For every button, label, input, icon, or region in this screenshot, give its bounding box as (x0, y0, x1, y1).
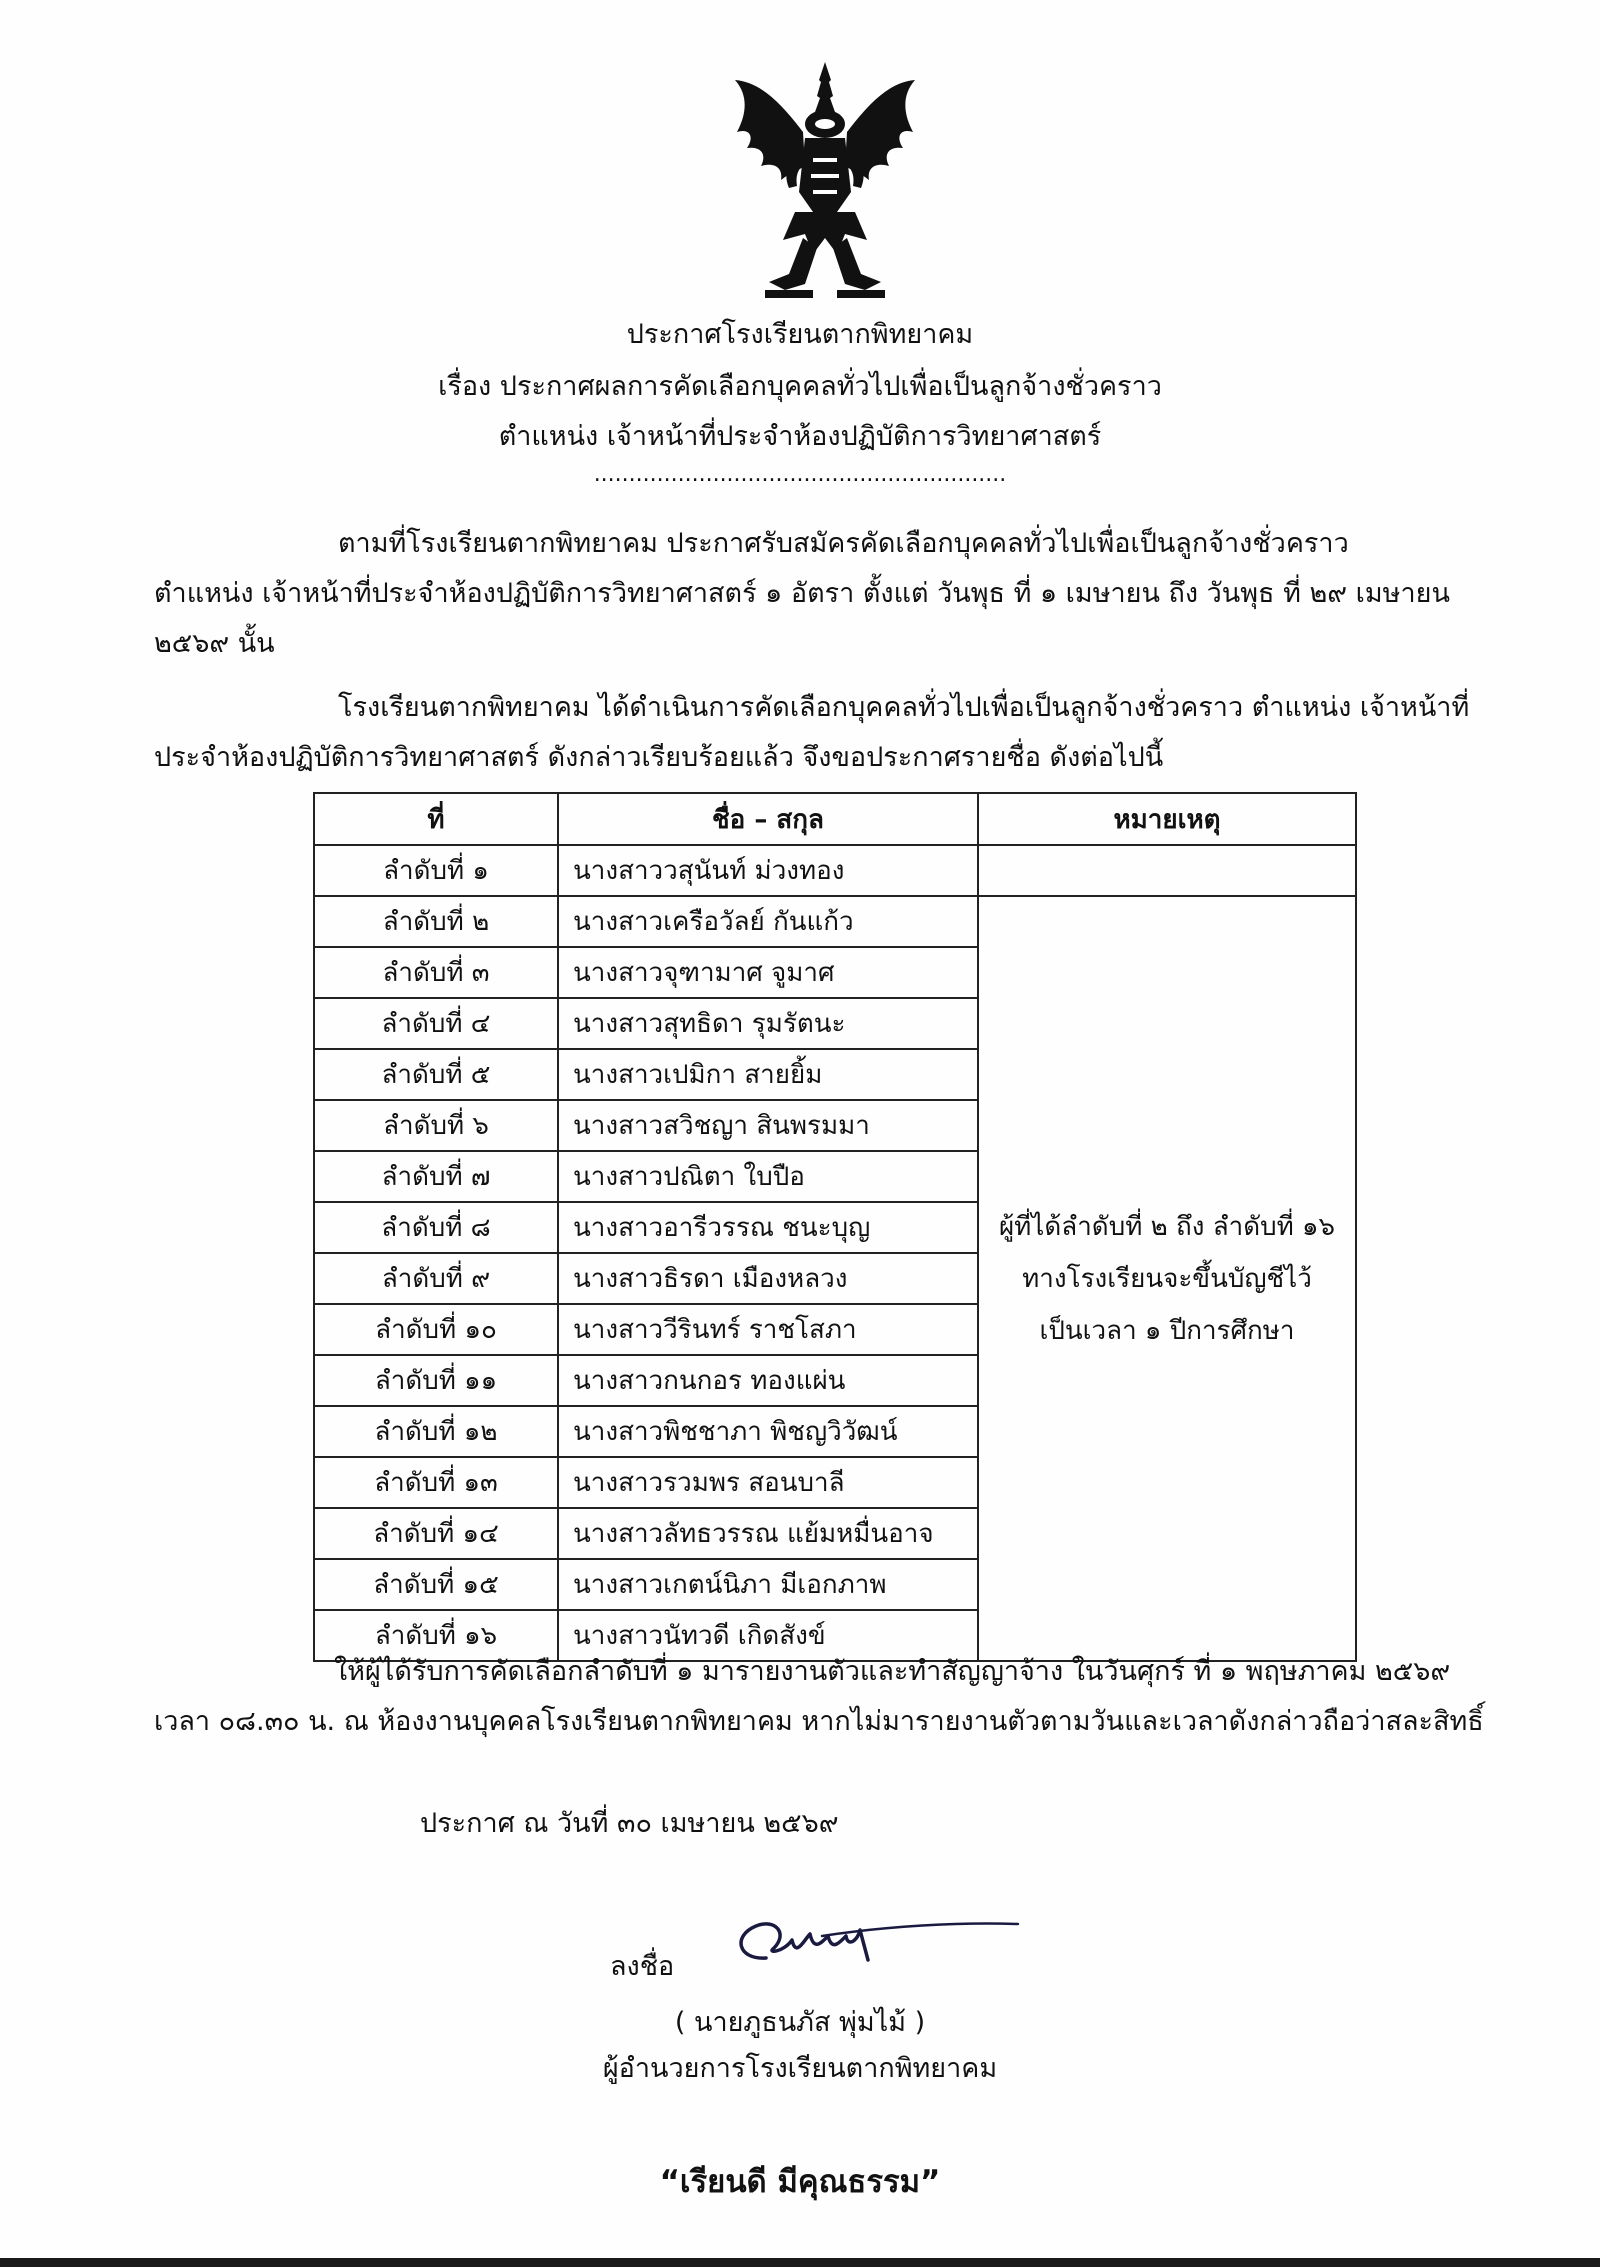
paragraph1-line1: ตามที่โรงเรียนตากพิทยาคม ประกาศรับสมัครคัดเลือกบุคคลทั่วไปเพื่อเป็นลูกจ้างชั่วคราว (338, 528, 1349, 559)
name-cell: นางสาวเครือวัลย์ กันแก้ว (558, 896, 978, 947)
name-cell: นางสาวสวิชญา สินพรมมา (558, 1100, 978, 1151)
bottom-border (0, 2258, 1600, 2267)
announcement-position: ตำแหน่ง เจ้าหน้าที่ประจำห้องปฏิบัติการวิทยาศาสตร์ (498, 421, 1102, 452)
name-cell: นางสาวสุทธิดา รุมรัตนะ (558, 998, 978, 1049)
name-cell: นางสาวเกตน์นิภา มีเอกภาพ (558, 1559, 978, 1610)
remark-line1: ผู้ที่ได้ลำดับที่ ๒ ถึง ลำดับที่ ๑๖ (998, 1211, 1336, 1242)
rank-cell: ลำดับที่ ๓ (314, 947, 558, 998)
remark-cell (978, 896, 1356, 1661)
garuda-emblem-icon (725, 62, 925, 300)
rank-cell: ลำดับที่ ๑๔ (314, 1508, 558, 1559)
name-cell: นางสาวกนกอร ทองแผ่น (558, 1355, 978, 1406)
rank-cell: ลำดับที่ ๑๐ (314, 1304, 558, 1355)
announcement-heading: ประกาศโรงเรียนตากพิทยาคม (626, 319, 974, 350)
name-cell: นางสาวจุฑามาศ จูมาศ (558, 947, 978, 998)
announce-date: ประกาศ ณ วันที่ ๓๐ เมษายน ๒๕๖๙ (420, 1808, 839, 1839)
paragraph1-line2: ตำแหน่ง เจ้าหน้าที่ประจำห้องปฏิบัติการวิทยาศาสตร์ ๑ อัตรา ตั้งแต่ วันพุธ ที่ ๑ เมษายน ถึง วันพุธ ที่ ๒๙ เมษายน (154, 578, 1450, 609)
name-cell: นางสาวพิชชาภา พิชญวิวัฒน์ (558, 1406, 978, 1457)
signatory-name: ( นายภูธนภัส พุ่มไม้ ) (674, 2007, 926, 2038)
rank-cell: ลำดับที่ ๒ (314, 896, 558, 947)
school-motto: “เรียนดี มีคุณธรรม” (659, 2164, 941, 2200)
rank-cell: ลำดับที่ ๑๓ (314, 1457, 558, 1508)
rank-cell: ลำดับที่ ๙ (314, 1253, 558, 1304)
table-row (314, 896, 1356, 947)
name-cell: นางสาวปณิตา ใบปือ (558, 1151, 978, 1202)
announcement-subject: เรื่อง ประกาศผลการคัดเลือกบุคคลทั่วไปเพื่อเป็นลูกจ้างชั่วคราว (438, 371, 1162, 402)
name-cell: นางสาววีรินทร์ ราชโสภา (558, 1304, 978, 1355)
rank-cell: ลำดับที่ ๖ (314, 1100, 558, 1151)
rank-cell: ลำดับที่ ๗ (314, 1151, 558, 1202)
remark-line3: เป็นเวลา ๑ ปีการศึกษา (1039, 1315, 1295, 1346)
name-cell: นางสาววสุนันท์ ม่วงทอง (558, 845, 978, 896)
name-cell: นางสาวเปมิกา สายยิ้ม (558, 1049, 978, 1100)
rank-cell: ลำดับที่ ๑๕ (314, 1559, 558, 1610)
header-remark: หมายเหตุ (978, 793, 1356, 845)
signature-label: ลงชื่อ (610, 1951, 675, 1982)
rank-cell: ลำดับที่ ๔ (314, 998, 558, 1049)
rank-cell: ลำดับที่ ๑๖ (314, 1610, 558, 1661)
name-cell: นางสาวรวมพร สอนบาลี (558, 1457, 978, 1508)
remark-line2: ทางโรงเรียนจะขึ้นบัญชีไว้ (1022, 1263, 1312, 1294)
paragraph1-line3: ๒๕๖๙ นั้น (154, 628, 275, 659)
separator-dots: ........................................................... (593, 462, 1007, 487)
table-header-row (314, 793, 1356, 845)
name-cell: นางสาวอารีวรรณ ชนะบุญ (558, 1202, 978, 1253)
remark-cell-empty (978, 845, 1356, 896)
rank-cell: ลำดับที่ ๑๒ (314, 1406, 558, 1457)
paragraph3-line2: เวลา ๐๘.๓๐ น. ณ ห้องงานบุคคลโรงเรียนตากพิทยาคม หากไม่มารายงานตัวตามวันและเวลาดังกล่าวถือว่าสละสิทธิ์ (154, 1706, 1484, 1737)
name-cell: นางสาวลัทธวรรณ แย้มหมื่นอาจ (558, 1508, 978, 1559)
rank-cell: ลำดับที่ ๘ (314, 1202, 558, 1253)
rank-cell: ลำดับที่ ๑ (314, 845, 558, 896)
paragraph2-line1: โรงเรียนตากพิทยาคม ได้ดำเนินการคัดเลือกบุคคลทั่วไปเพื่อเป็นลูกจ้างชั่วคราว ตำแหน่ง เจ้าหน้าที่ (338, 692, 1470, 723)
signatory-title: ผู้อำนวยการโรงเรียนตากพิทยาคม (602, 2053, 998, 2084)
handwritten-signature (718, 1900, 1038, 1980)
header-name: ชื่อ – สกุล (558, 793, 978, 845)
header-number: ที่ (314, 793, 558, 845)
table-row (314, 845, 1356, 896)
candidate-table (313, 792, 1357, 1662)
paragraph3-line1: ให้ผู้ได้รับการคัดเลือกลำดับที่ ๑ มารายงานตัวและทำสัญญาจ้าง ในวันศุกร์ ที่ ๑ พฤษภาคม ๒๕๖๙ (334, 1656, 1451, 1687)
rank-cell: ลำดับที่ ๕ (314, 1049, 558, 1100)
name-cell: นางสาวนัทวดี เกิดสังข์ (558, 1610, 978, 1661)
rank-cell: ลำดับที่ ๑๑ (314, 1355, 558, 1406)
paragraph2-line2: ประจำห้องปฏิบัติการวิทยาศาสตร์ ดังกล่าวเรียบร้อยแล้ว จึงขอประกาศรายชื่อ ดังต่อไปนี้ (154, 742, 1164, 773)
name-cell: นางสาวธิรดา เมืองหลวง (558, 1253, 978, 1304)
